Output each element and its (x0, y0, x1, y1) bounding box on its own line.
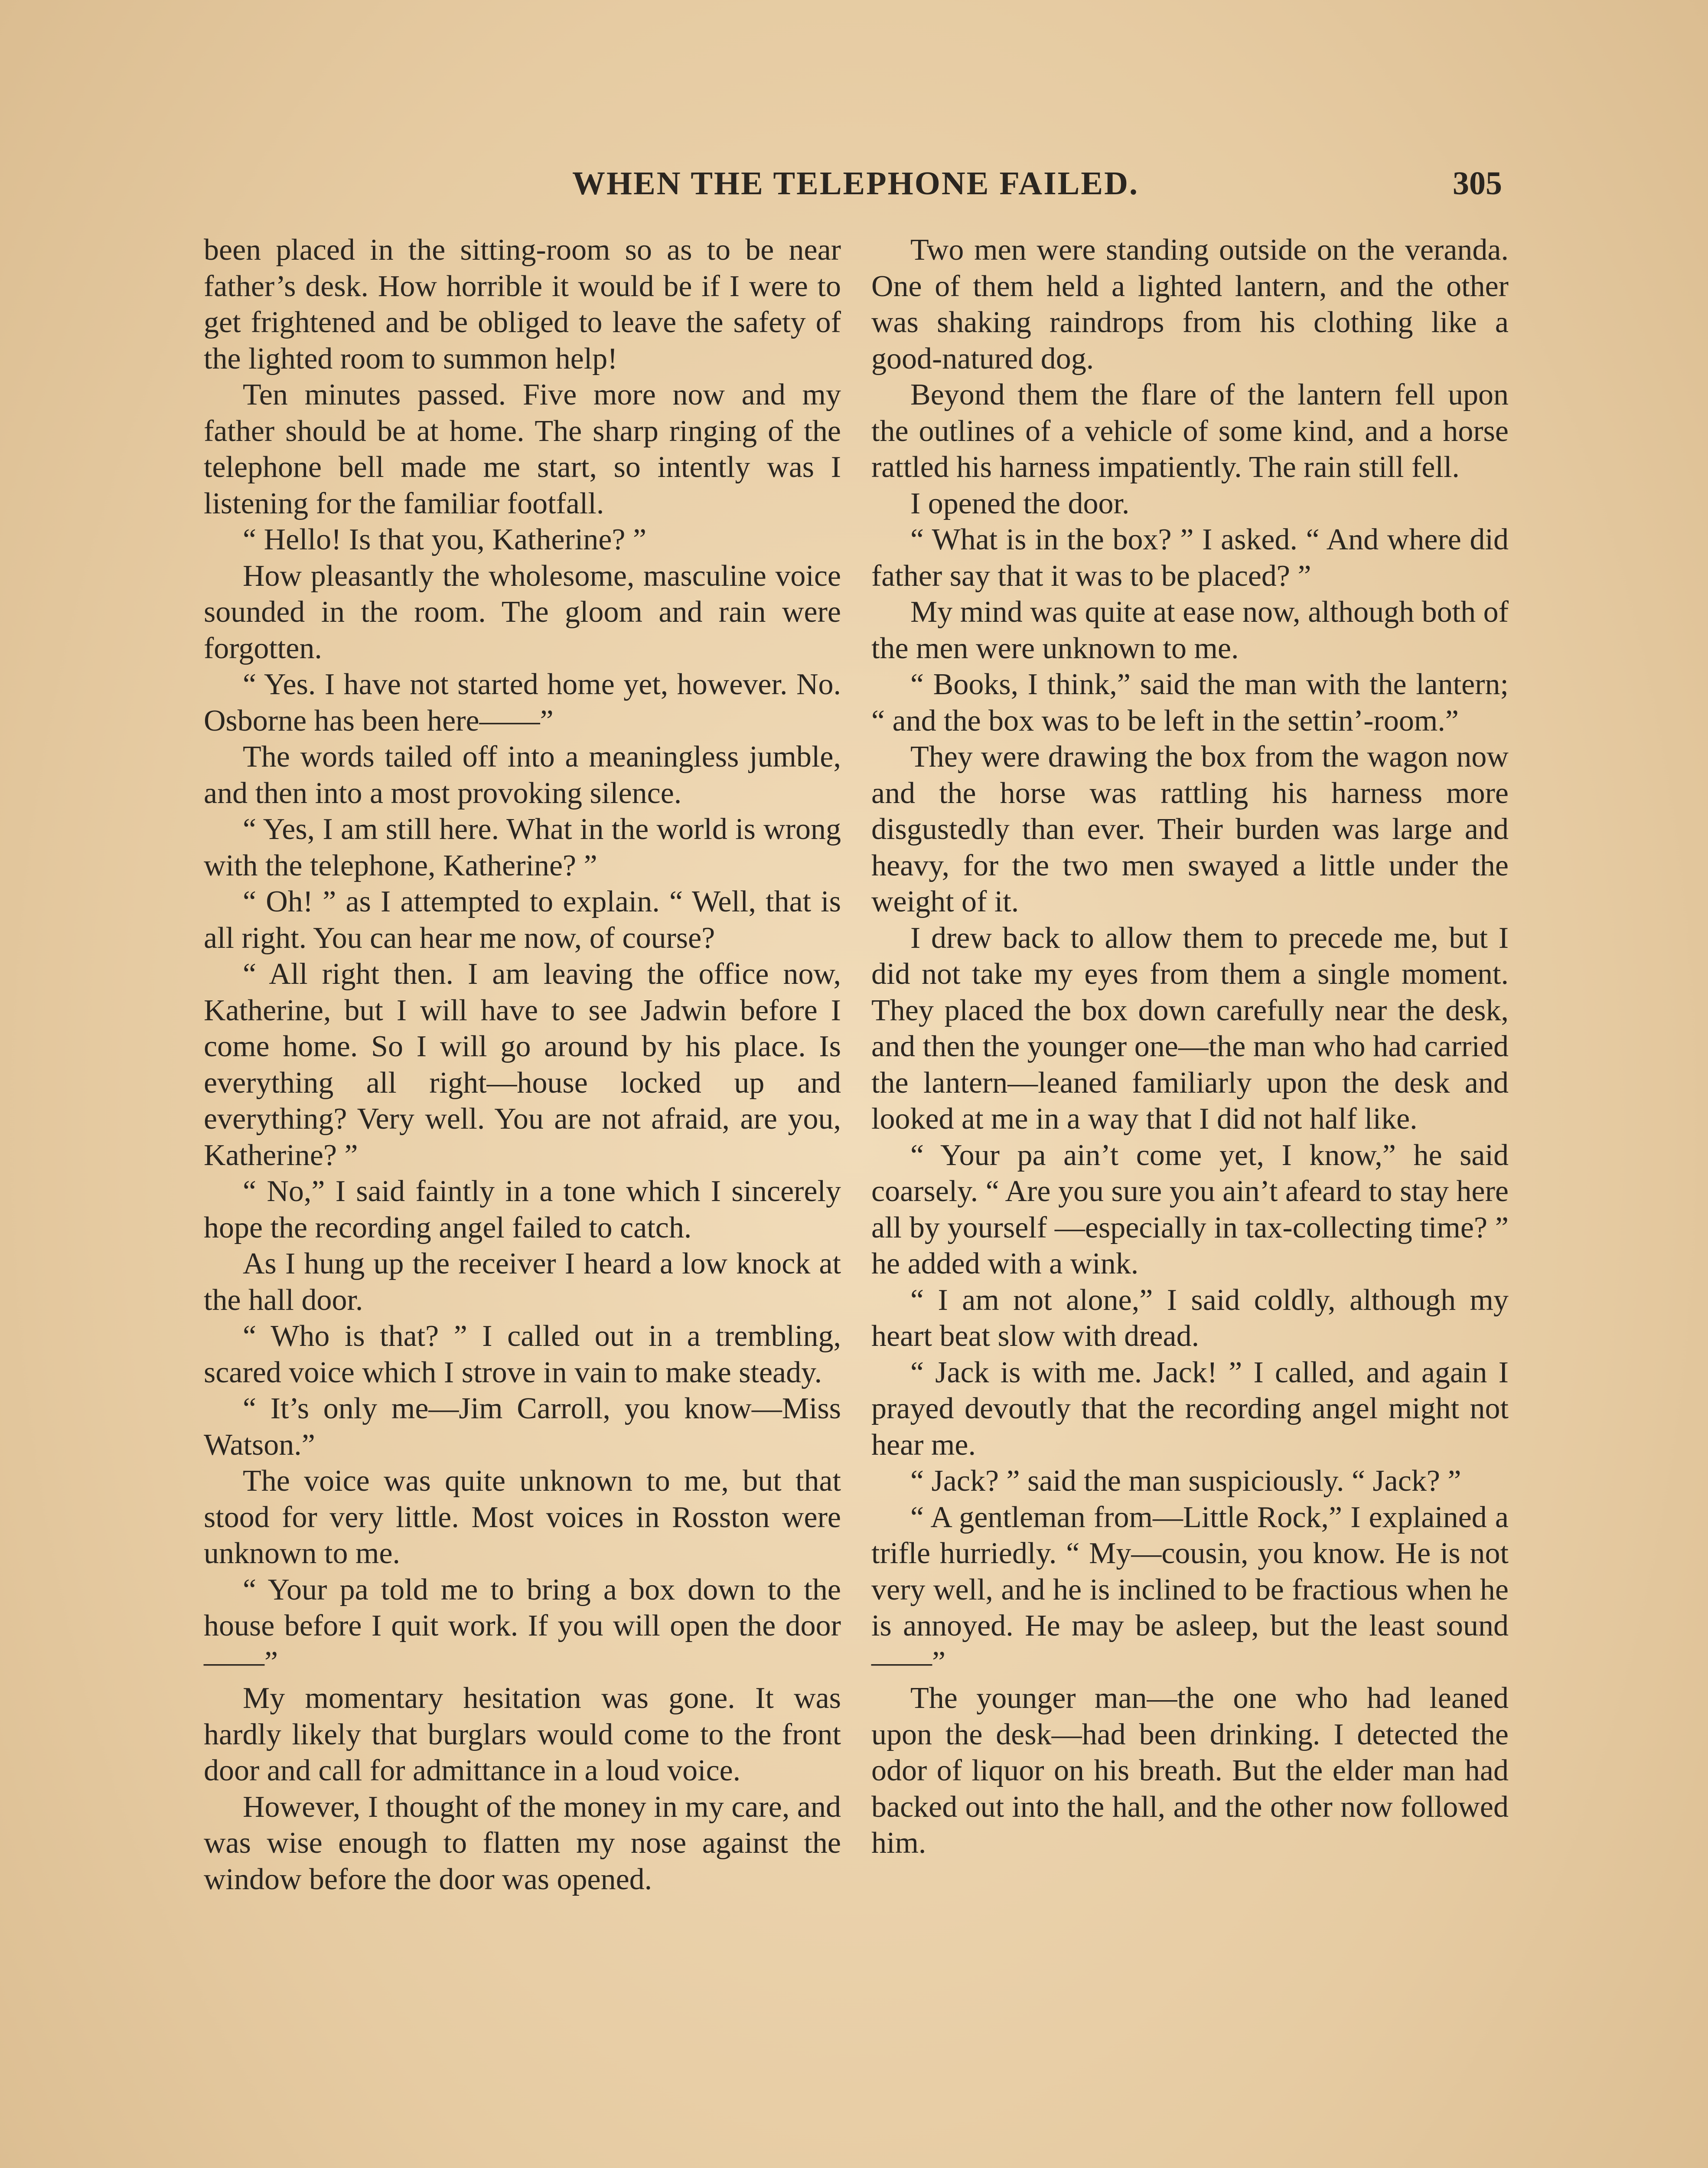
paragraph: “ Yes, I am still here. What in the world is wrong with the telephone, Katherine? ” (204, 813, 841, 882)
paragraph: The words tailed off into a meaningless jumble, and then into a most provoking silence. (204, 740, 841, 810)
paragraph: “ It’s only me—Jim Carroll, you know—Miss Watson.” (204, 1392, 841, 1462)
paragraph: “ Jack is with me. Jack! ” I called, and again I prayed devoutly that the recording angel might not hear me. (871, 1355, 1509, 1462)
paragraph: “ A gentleman from—Little Rock,” I explained a trifle hurriedly. “ My—cousin, you know. He is not very well, and he is inclined to be fractious when he is annoyed. He may be asleep, but the least sound——” (871, 1500, 1509, 1679)
paragraph: The voice was quite unknown to me, but that stood for very little. Most voices in Rosston were unknown to me. (204, 1464, 841, 1570)
paragraph: “ Hello! Is that you, Katherine? ” (243, 523, 647, 556)
paragraph: Beyond them the flare of the lantern fell upon the outlines of a vehicle of some kind, and a horse rattled his harness impatiently. The rain still fell. (871, 378, 1509, 484)
right-text-column (871, 232, 1509, 1861)
paragraph: “ All right then. I am leaving the office now, Katherine, but I will have to see Jadwin before I come home. So I will go around by his place. Is everything all right—house locked up and everything? Very well. You are not afraid, are you, Katherine? ” (204, 957, 841, 1172)
paragraph: Ten minutes passed. Five more now and my father should be at home. The sharp ringing of the telephone bell made me start, so intently was I listening for the familiar footfall. (204, 378, 841, 520)
paragraph: My mind was quite at ease now, although both of the men were unknown to me. (871, 595, 1509, 665)
paragraph: “ No,” I said faintly in a tone which I sincerely hope the recording angel failed to catch. (204, 1175, 841, 1244)
paragraph: “ I am not alone,” I said coldly, although my heart beat slow with dread. (871, 1283, 1509, 1353)
running-title: WHEN THE TELEPHONE FAILED. (572, 165, 1139, 202)
paragraph: “ Oh! ” as I attempted to explain. “ Well, that is all right. You can hear me now, of course? (204, 885, 841, 955)
page-header (204, 165, 1502, 212)
paragraph: I opened the door. (910, 486, 1130, 520)
paragraph: been placed in the sitting-room so as to be near father’s desk. How horrible it would be if I were to get frightened and be obliged to leave the safety of the lighted room to summon help! (204, 233, 841, 375)
paragraph: As I hung up the receiver I heard a low knock at the hall door. (204, 1247, 841, 1317)
paragraph: However, I thought of the money in my care, and was wise enough to flatten my nose against the window before the door was opened. (204, 1790, 841, 1896)
paragraph: My momentary hesitation was gone. It was hardly likely that burglars would come to the front door and call for admittance in a loud voice. (204, 1682, 841, 1787)
paragraph: “ Your pa ain’t come yet, I know,” he said coarsely. “ Are you sure you ain’t afeard to stay here all by yourself —especially in tax-collecting time? ” he added with a wink. (871, 1138, 1509, 1280)
paragraph: The younger man—the one who had leaned upon the desk—had been drinking. I detected the odor of liquor on his breath. But the elder man had backed out into the hall, and the other now followed him. (871, 1682, 1509, 1860)
paragraph: I drew back to allow them to precede me, but I did not take my eyes from them a single moment. They placed the box down carefully near the desk, and then the younger one—the man who had carried the lantern—leaned familiarly upon the desk and looked at me in a way that I did not half like. (871, 921, 1509, 1136)
paragraph: “ Yes. I have not started home yet, however. No. Osborne has been here——” (204, 668, 841, 738)
left-text-column (204, 232, 841, 1897)
page-number: 305 (1453, 165, 1502, 202)
paragraph: “ Jack? ” said the man suspiciously. “ Jack? ” (910, 1464, 1461, 1498)
paragraph: “ Who is that? ” I called out in a trembling, scared voice which I strove in vain to make steady. (204, 1319, 841, 1389)
paragraph: Two men were standing outside on the veranda. One of them held a lighted lantern, and the other was shaking raindrops from his clothing like a good-natured dog. (871, 233, 1509, 375)
paragraph: They were drawing the box from the wagon now and the horse was rattling his harness more disgustedly than ever. Their burden was large and heavy, for the two men swayed a little under the weight of it. (871, 740, 1509, 918)
paragraph: “ Your pa told me to bring a box down to the house before I quit work. If you will open the door——” (204, 1573, 841, 1679)
paragraph: “ What is in the box? ” I asked. “ And where did father say that it was to be placed? ” (871, 523, 1509, 593)
paragraph: “ Books, I think,” said the man with the lantern; “ and the box was to be left in the settin’-room.” (871, 668, 1509, 738)
paragraph: How pleasantly the wholesome, masculine voice sounded in the room. The gloom and rain were forgotten. (204, 559, 841, 665)
